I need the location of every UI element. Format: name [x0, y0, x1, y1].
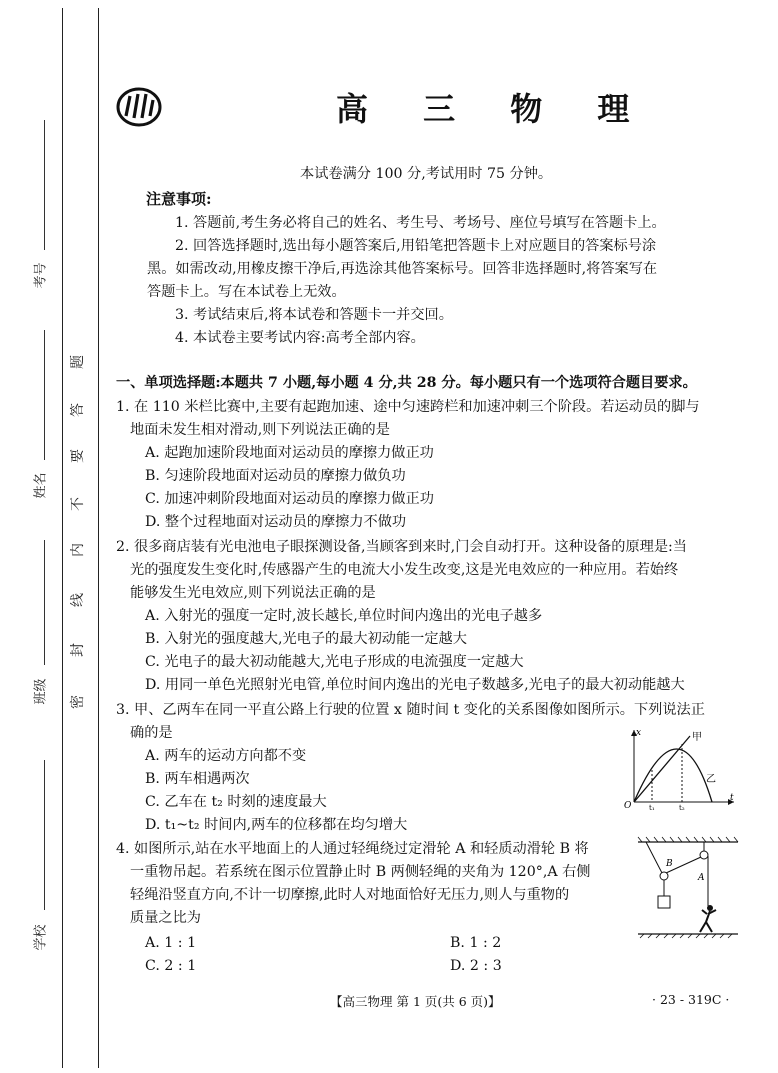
notice-line: 答题卡上。写在本试卷上无效。: [147, 284, 346, 300]
q2-option: A. 入射光的强度一定时,波长越长,单位时间内逸出的光电子越多: [145, 608, 543, 624]
binding-line-right: [98, 8, 99, 1068]
side-label-name: 姓名: [33, 472, 49, 499]
q4-option: A. 1 : 1: [145, 935, 197, 951]
q4-option: B. 1 : 2: [450, 935, 502, 951]
q3-option: A. 两车的运动方向都不变: [145, 748, 307, 764]
q4-label-a: A: [698, 873, 705, 883]
seal-char: 答: [70, 403, 86, 417]
q4-stem: 轻绳沿竖直方向,不计一切摩擦,此时人对地面恰好无压力,则人与重物的: [130, 887, 570, 903]
q1-option: A. 起跑加速阶段地面对运动员的摩擦力做正功: [145, 445, 434, 461]
seal-char: 题: [70, 355, 86, 369]
q4-option: C. 2 : 1: [145, 958, 197, 974]
q2-stem: 能够发生光电效应,则下列说法正确的是: [130, 585, 376, 601]
q3-stem: 3. 甲、乙两车在同一平直公路上行驶的位置 x 随时间 t 变化的关系图像如图所示。下列说法正: [116, 702, 705, 718]
seal-char: 不: [70, 497, 86, 511]
q2-option: D. 用同一单色光照射光电管,单位时间内逸出的光电子数越多,光电子的最大初动能越大: [145, 677, 685, 693]
seal-char: 内: [70, 543, 86, 557]
q1-option: C. 加速冲刺阶段地面对运动员的摩擦力做正功: [145, 491, 434, 507]
q1-stem: 1. 在 110 米栏比赛中,主要有起跑加速、途中匀速跨栏和加速冲刺三个阶段。若运动员的脚与: [116, 399, 700, 415]
q3-x-axis-label: x: [636, 728, 642, 738]
seal-char: 要: [70, 449, 86, 463]
q2-option: C. 光电子的最大初动能越大,光电子形成的电流强度一定越大: [145, 654, 524, 670]
seal-char: 密: [70, 695, 86, 709]
q3-t1-label: t₁: [649, 804, 655, 810]
seal-char: 封: [70, 643, 86, 657]
q3-option: C. 乙车在 t₂ 时刻的速度最大: [145, 794, 327, 810]
q4-stem: 质量之比为: [130, 910, 201, 926]
notice-line: 1. 答题前,考生务必将自己的姓名、考生号、考场号、座位号填写在答题卡上。: [175, 215, 666, 231]
q1-option: B. 匀速阶段地面对运动员的摩擦力做负功: [145, 468, 406, 484]
notice-line: 4. 本试卷主要考试内容:高考全部内容。: [175, 330, 425, 346]
seal-char: 线: [70, 593, 86, 607]
notice-line: 3. 考试结束后,将本试卷和答题卡一并交回。: [175, 307, 453, 323]
q3-option: B. 两车相遇两次: [145, 771, 250, 787]
q3-jia-label: 甲: [692, 732, 702, 743]
q4-option: D. 2 : 3: [450, 958, 502, 974]
q4-label-b: B: [666, 859, 673, 869]
q3-xt-graph: [618, 726, 738, 810]
q2-option: B. 入射光的强度越大,光电子的最大初动能一定越大: [145, 631, 467, 647]
binding-line-left: [62, 8, 63, 1068]
q4-stem: 4. 如图所示,站在水平地面上的人通过轻绳绕过定滑轮 A 和轻质动滑轮 B 将: [116, 841, 589, 857]
fill-line-school: [44, 760, 45, 910]
fill-line-name: [44, 330, 45, 460]
q4-pulley-figure: [636, 836, 740, 940]
page-footer: 【高三物理 第 1 页(共 6 页)】: [330, 994, 501, 1009]
q1-option: D. 整个过程地面对运动员的摩擦力不做功: [145, 514, 407, 530]
notice-line: 2. 回答选择题时,选出每小题答案后,用铅笔把答题卡上对应题目的答案标号涂: [175, 238, 657, 254]
side-label-exam-no: 考号: [33, 262, 49, 289]
q3-origin-label: O: [624, 801, 632, 810]
side-label-class: 班级: [33, 678, 49, 705]
q3-t-axis-label: t: [730, 793, 734, 803]
q3-t2-label: t₂: [679, 804, 685, 810]
publisher-logo: [115, 86, 163, 128]
q3-option: D. t₁~t₂ 时间内,两车的位移都在均匀增大: [145, 817, 408, 833]
paper-code: · 23 - 319C ·: [652, 992, 730, 1007]
fill-line-class: [44, 540, 45, 665]
notice-heading: 注意事项:: [146, 190, 212, 208]
q4-stem: 一重物吊起。若系统在图示位置静止时 B 两侧轻绳的夹角为 120°,A 右侧: [130, 864, 591, 880]
side-label-school: 学校: [33, 924, 49, 951]
notice-line: 黑。如需改动,用橡皮擦干净后,再选涂其他答案标号。回答非选择题时,将答案写在: [147, 261, 658, 277]
page-title: 高 三 物 理: [336, 90, 652, 128]
exam-info: 本试卷满分 100 分,考试用时 75 分钟。: [300, 166, 553, 182]
fill-line-exam-no: [44, 120, 45, 250]
q2-stem: 2. 很多商店装有光电池电子眼探测设备,当顾客到来时,门会自动打开。这种设备的原理是:当: [116, 539, 687, 555]
q3-stem: 确的是: [130, 725, 173, 741]
section-heading: 一、单项选择题:本题共 7 小题,每小题 4 分,共 28 分。每小题只有一个选项符合题目要求。: [116, 375, 697, 391]
q3-yi-label: 乙: [706, 774, 716, 785]
q1-stem: 地面未发生相对滑动,则下列说法正确的是: [130, 422, 390, 438]
q2-stem: 光的强度发生变化时,传感器产生的电流大小发生改变,这是光电效应的一种应用。若始终: [130, 562, 679, 578]
